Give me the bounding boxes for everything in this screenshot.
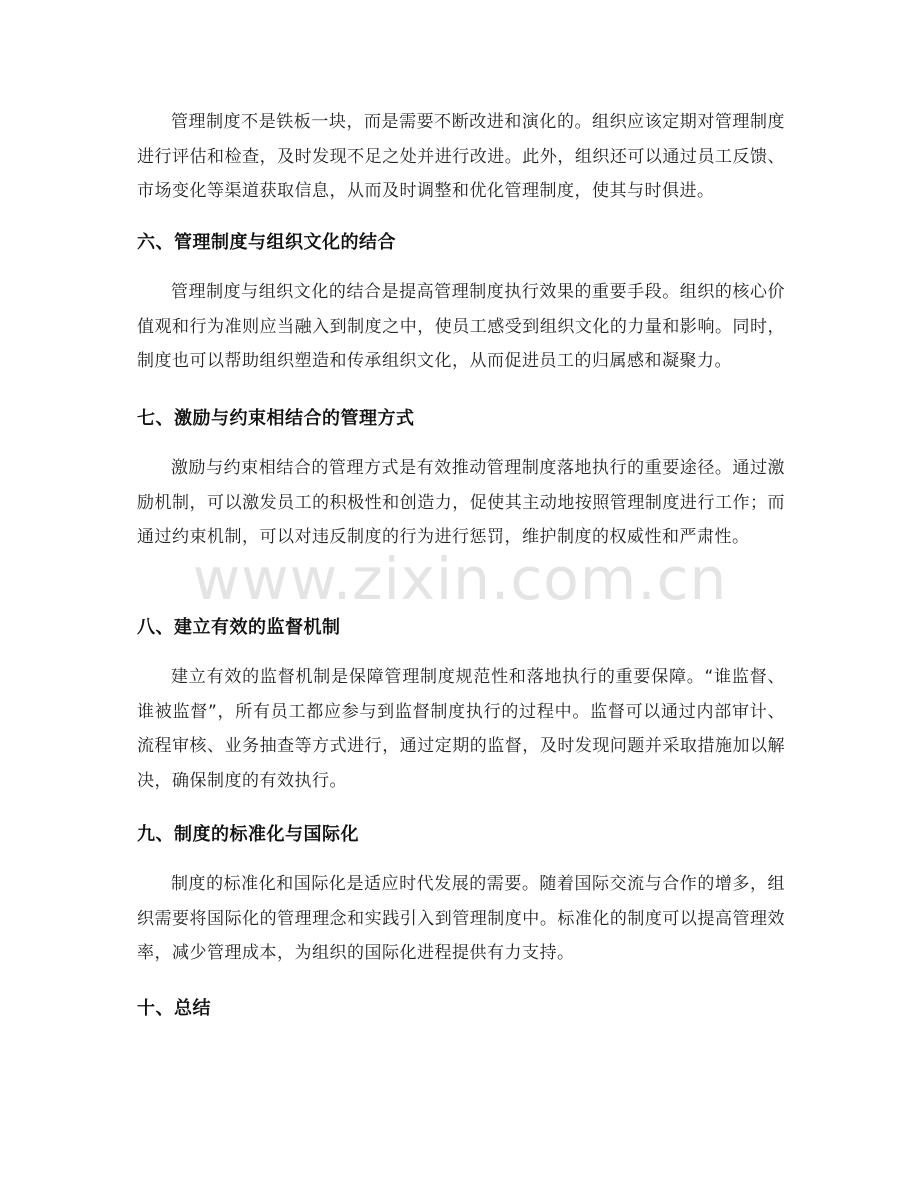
section-7-paragraph: 激励与约束相结合的管理方式是有效推动管理制度落地执行的重要途径。通过激励机制，可以激发员工的积极性和创造力，促使其主动地按照管理制度进行工作；而通过约束机制，可以对违反制度的行为进行惩罚，维护制度的权威性和严肃性。 bbox=[137, 458, 785, 547]
section-6-paragraph: 管理制度与组织文化的结合是提高管理制度执行效果的重要手段。组织的核心价值观和行为准则应当融入到制度之中，使员工感受到组织文化的力量和影响。同时，制度也可以帮助组织塑造和传承组织文化，从而促进员工的归属感和凝聚力。 bbox=[137, 282, 785, 371]
intro-paragraph: 管理制度不是铁板一块，而是需要不断改进和演化的。组织应该定期对管理制度进行评估和检查，及时发现不足之处并进行改进。此外，组织还可以通过员工反馈、市场变化等渠道获取信息，从而及时调整和优化管理制度，使其与时俱进。 bbox=[137, 112, 785, 201]
section-7-heading: 七、激励与约束相结合的管理方式 bbox=[137, 408, 415, 429]
watermark: www.zixin.com.cn bbox=[192, 545, 728, 613]
section-8-paragraph: 建立有效的监督机制是保障管理制度规范性和落地执行的重要保障。“谁监督、谁被监督”，所有员工都应参与到监督制度执行的过程中。监督可以通过内部审计、流程审核、业务抽查等方式进行，通过定期的监督，及时发现问题并采取措施加以解决，确保制度的有效执行。 bbox=[137, 667, 785, 791]
section-10-heading: 十、总结 bbox=[137, 998, 211, 1019]
section-6-heading: 六、管理制度与组织文化的结合 bbox=[137, 232, 396, 253]
section-9-paragraph: 制度的标准化和国际化是适应时代发展的需要。随着国际交流与合作的增多，组织需要将国际化的管理理念和实践引入到管理制度中。标准化的制度可以提高管理效率，减少管理成本，为组织的国际化进程提供有力支持。 bbox=[137, 874, 785, 963]
section-8-heading: 八、建立有效的监督机制 bbox=[137, 617, 341, 638]
section-9-heading: 九、制度的标准化与国际化 bbox=[137, 824, 359, 845]
